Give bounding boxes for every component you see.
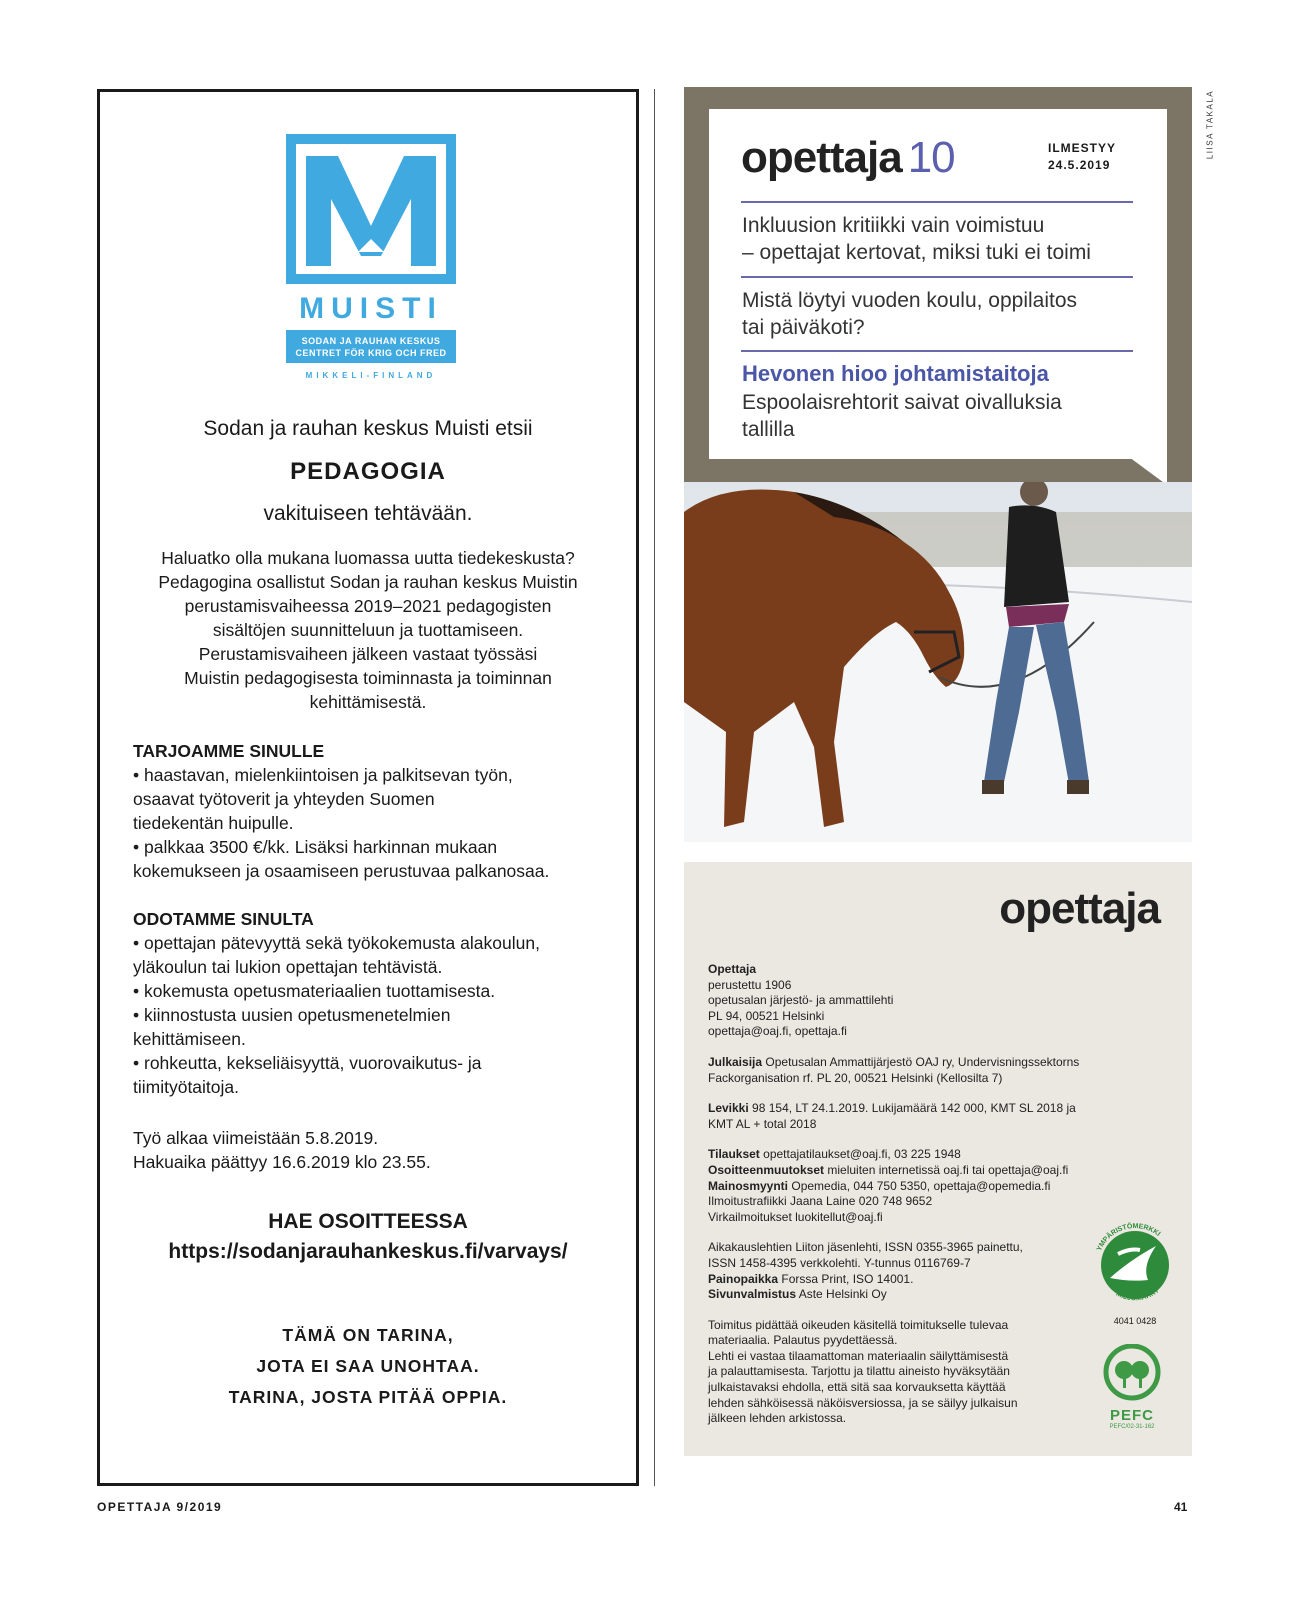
column-divider: [654, 89, 655, 1486]
svg-text:MILJÖMÄRKT: MILJÖMÄRKT: [1114, 1287, 1161, 1303]
ad-intro: Haluatko olla mukana luomassa uutta tiedekeskusta? Pedagogina osallistut Sodan ja rauhan keskus Muistin perustamisvaiheessa 2019–2021 pedagogisten sisältöjen suunnitteluun ja tuottamiseen. Perustamisvaiheen jälkeen vastaat työssäsi Muistin pedagogisesta toiminnasta ja toiminnan kehittämisestä.: [158, 548, 578, 712]
expect-heading: ODOTAMME SINULTA: [133, 909, 314, 929]
next-issue-cover: [684, 87, 1192, 842]
ad-role: PEDAGOGIA: [290, 458, 446, 485]
photo-credit: LIISA TAKALA: [1205, 89, 1215, 160]
teaser-3: Espoolaisrehtorit saivat oivalluksia tallilla: [742, 391, 1062, 441]
footer-publication: OPETTAJA 9/2019: [97, 1500, 223, 1514]
pefc-logo-icon: PEFC PEFC/02-31-162: [1096, 1344, 1168, 1434]
divider: [741, 350, 1133, 352]
dates-section: Työ alkaa viimeistään 5.8.2019. Hakuaika päättyy 16.6.2019 klo 23.55.: [133, 1128, 431, 1172]
svg-text:YMPÄRISTÖMERKKI: YMPÄRISTÖMERKKI: [1095, 1222, 1162, 1253]
nordic-swan-ecolabel-icon: YMPÄRISTÖMERKKI MILJÖMÄRKT 4041 0428: [1090, 1220, 1180, 1330]
job-ad: [97, 89, 639, 1486]
offer-heading: TARJOAMME SINULLE: [133, 741, 325, 761]
ad-lead: Sodan ja rauhan keskus Muisti etsii: [203, 417, 533, 440]
muisti-logo: [286, 134, 456, 380]
teaser-1: Inkluusion kritiikki vain voimistuu – opettajat kertovat, miksi tuki ei toimi: [742, 214, 1091, 264]
cover-brand: opettaja 10: [741, 133, 955, 182]
ad-permanence: vakituiseen tehtävään.: [263, 502, 473, 525]
divider: [741, 201, 1133, 203]
apply-heading: HAE OSOITTEESSA: [268, 1210, 468, 1233]
colophon-text: Opettaja perustettu 1906 opetusalan järjestö- ja ammattilehti PL 94, 00521 Helsinki opettaja@oaj.fi, opettaja.fi Julkaisija Opetusalan Ammattijärjestö OAJ ry, Undervisningssektorns Fackorganisation rf. PL 20, 00521 Helsinki (Kellosilta 7) Levikki 98 154, LT 24.1.2019. Lukijamäärä 142 000, KMT SL 2018 ja KMT AL + total 2018 Tilaukset opettajatilaukset@oaj.fi, 03 225 1948 Osoitteenmuutokset mieluiten internetissä oaj.fi tai opettaja@oaj.fi Mainosmyynti Opemedia, 044 750 5350, opettaja@opemedia.fi Ilmoitustrafiikki Jaana Laine 020 748 9652 Virkailmoitukset luokitellut@oaj.fi Aikakauslehtien Liiton jäsenlehti, ISSN 0355-3965 painettu, ISSN 1458-4395 verkkolehti. Y-tunnus 0116769-7 Painopaikka Forssa Print, ISO 14001. Sivunvalmistus Aste Helsinki Oy Toimitus pidättää oikeuden käsitellä toimitukselle tulevaa materiaalia. Palautus pyydettäessä. Lehti ei vastaa tilaamattoman materiaalin säilyttämisestä ja palauttamisesta. Tarjottu ja tilattu aineisto hyväksytään julkaistavaksi ehdolla, että sitä saa korvauksetta käyttää lehden sähköisessä näköisversiossa, ja se säilyy julkaisun jälkeen lehden arkistossa.: [708, 962, 1080, 1426]
release-info: ILMESTYY 24.5.2019: [1048, 141, 1117, 172]
teaser-3-heading: Hevonen hioo johtamistaitoja: [742, 361, 1049, 386]
colophon: [684, 862, 1192, 1456]
logo-band: SODAN JA RAUHAN KESKUS CENTRET FÖR KRIG OCH FRED: [286, 330, 456, 363]
cover-teaser-box: [709, 109, 1167, 459]
page-number: 41: [1174, 1500, 1188, 1514]
apply-url[interactable]: https://sodanjarauhankeskus.fi/varvays/: [168, 1240, 568, 1263]
story-slogan: TÄMÄ ON TARINA, JOTA EI SAA UNOHTAA. TARINA, JOSTA PITÄÄ OPPIA.: [228, 1325, 508, 1407]
colophon-brand: opettaja: [999, 884, 1160, 933]
expect-section: ODOTAMME SINULTA • opettajan pätevyyttä sekä työkokemusta alakoulun, yläkoulun tai lukion opettajan tehtävistä. • kokemusta opetusmateriaalien tuottamisesta. • kiinnostusta uusien opetusmenetelmien kehittämiseen. • rohkeutta, kekseliäisyyttä, vuorovaikutus- ja tiimityötaitoja.: [133, 907, 613, 1099]
divider: [741, 276, 1133, 278]
cover-photo: [684, 482, 1192, 842]
logo-word: MUISTI: [299, 292, 443, 325]
teaser-2: Mistä löytyi vuoden koulu, oppilaitos tai päiväkoti?: [742, 289, 1078, 339]
logo-place: MIKKELI-FINLAND: [305, 371, 437, 380]
offer-section: TARJOAMME SINULLE • haastavan, mielenkiintoisen ja palkitsevan työn, osaavat työtoverit ja yhteyden Suomen tiedekentän huipulle. • palkkaa 3500 €/kk. Lisäksi harkinnan mukaan kokemukseen ja osaamiseen perustuvaa palkanosaa.: [133, 739, 613, 883]
